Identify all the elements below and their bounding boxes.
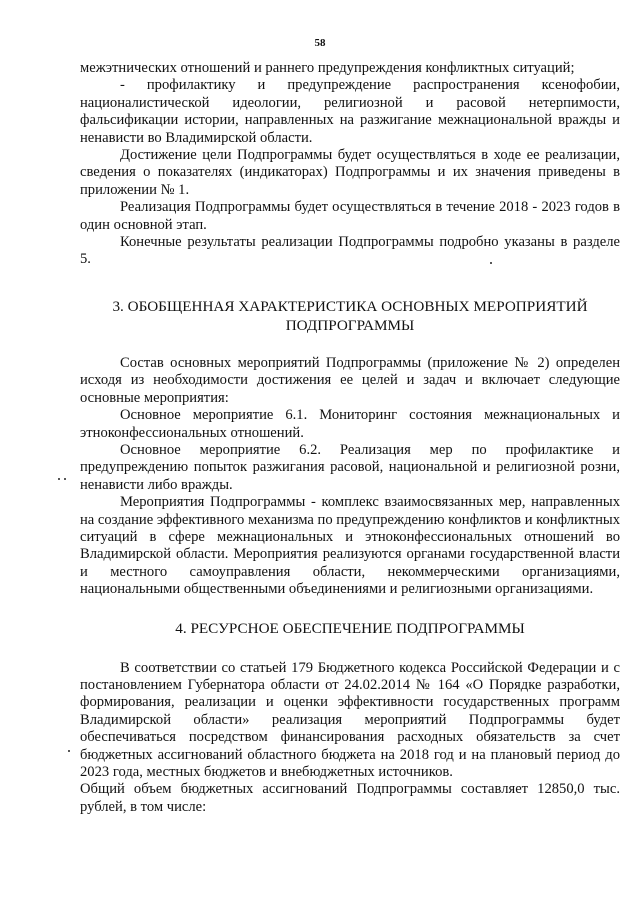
page-number: 58 xyxy=(314,37,326,49)
paragraph: Общий объем бюджетных ассигнований Подпрограммы составляет 12850,0 тыс. рублей, в том числе: xyxy=(80,781,620,815)
paragraph: В соответствии со статьей 179 Бюджетного кодекса Российской Федерации и с постановлением Губернатора области от 24.02.2014 № 164 «О Порядке разработки, формирования, реализации и оценки эффективности государственных программ Владимирской области» реализация мероприятий Подпрограммы будет обеспечиваться посредством финансирования расходных обязательств за счет бюджетных ассигнований областного бюджета на 2018 год и на плановый период до 2023 года, местных бюджетов и внебюджетных источников. xyxy=(80,659,620,780)
section-3-heading: 3. ОБОБЩЕННАЯ ХАРАКТЕРИСТИКА ОСНОВНЫХ МЕРОПРИЯТИЙ ПОДПРОГРАММЫ xyxy=(112,297,588,334)
paragraph: Основное мероприятие 6.2. Реализация мер по профилактике и предупреждению попыток разжигания расовой, национальной и религиозной розни, ненависти либо вражды. xyxy=(80,441,620,493)
paragraph: межэтнических отношений и раннего предупреждения конфликтных ситуаций; xyxy=(80,60,575,76)
scan-speck xyxy=(490,262,492,264)
page-content xyxy=(80,60,620,816)
paragraph: Конечные результаты реализации Подпрограммы подробно указаны в разделе 5. xyxy=(80,234,620,268)
paragraph: Мероприятия Подпрограммы - комплекс взаимосвязанных мер, направленных на создание эффективного механизма по предупреждению конфликтов и конфликтных ситуаций в сфере межнациональных и этноконфессиональных отношений во Владимирской области. Мероприятия реализуются органами государственной власти и местного самоуправления области, некоммерческими организациями, национальными общественными объединениями и религиозными организациями. xyxy=(80,494,620,598)
scan-speck xyxy=(68,750,70,752)
paragraph: Реализация Подпрограммы будет осуществляться в течение 2018 - 2023 годов в один основной этап. xyxy=(80,199,620,233)
paragraph: Состав основных мероприятий Подпрограммы (приложение № 2) определен исходя из необходимости достижения ее целей и задач и включает следующие основные мероприятия: xyxy=(80,354,620,406)
paragraph: Достижение цели Подпрограммы будет осуществляться в ходе ее реализации, сведения о показателях (индикаторах) Подпрограммы и их значения приведены в приложении № 1. xyxy=(80,147,620,198)
paragraph-list-item: - профилактику и предупреждение распространения ксенофобии, националистической идеологии, религиозной и расовой нетерпимости, фальсификации истории, направленных на разжигание межнациональной вражды и ненависти во Владимирской области. xyxy=(80,77,620,146)
scan-speck xyxy=(58,478,60,480)
paragraph: Основное мероприятие 6.1. Мониторинг состояния межнациональных и этноконфессиональных отношений. xyxy=(80,407,620,441)
section-4-heading: 4. РЕСУРСНОЕ ОБЕСПЕЧЕНИЕ ПОДПРОГРАММЫ xyxy=(175,619,525,637)
scan-speck xyxy=(64,478,66,480)
